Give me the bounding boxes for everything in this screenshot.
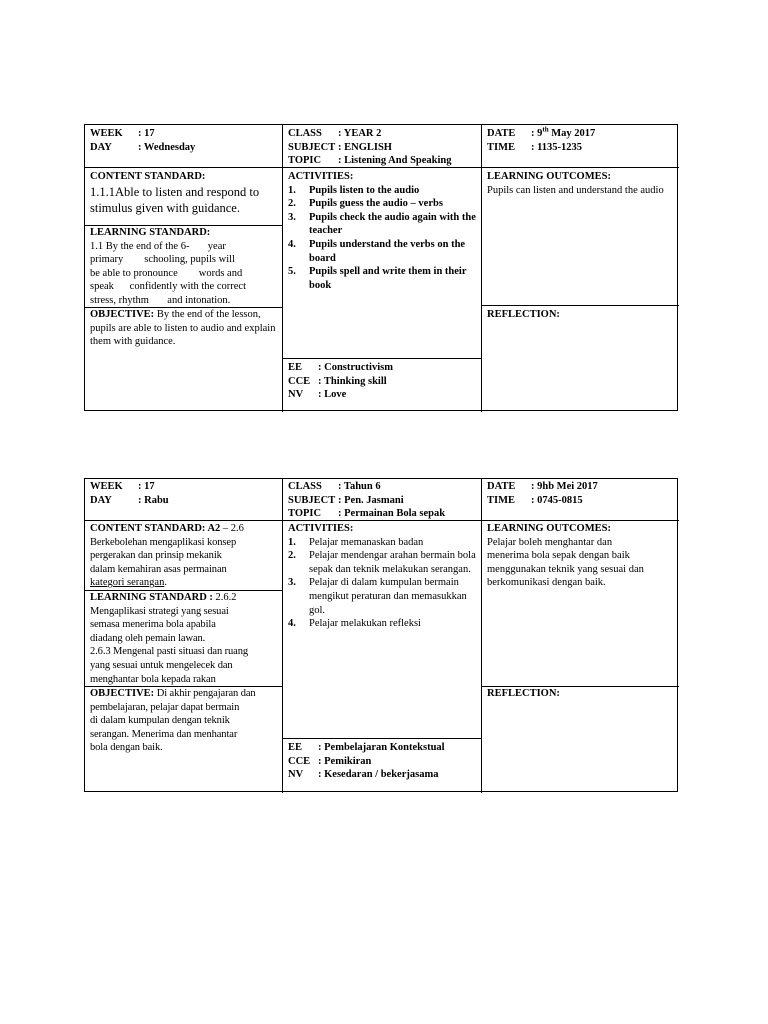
activity-item: 5. Pupils spell and write them in their book (288, 266, 467, 291)
learning-outcomes-line: Pelajar boleh menghantar dan (487, 536, 613, 548)
cce-key: CCE (288, 375, 311, 387)
learning-outcomes-line: berkomunikasi dengan baik. (487, 577, 606, 589)
content-standard-text: 1.1.1Able to listen and respond to stimulus given with guidance. (90, 184, 260, 216)
activities-label: ACTIVITIES: (288, 171, 354, 182)
learning-standard-cell (85, 590, 282, 686)
content-standard-line: dalam kemahiran asas permainan (90, 563, 227, 575)
nv-key: NV (288, 769, 304, 781)
date-key: DATE (487, 128, 516, 139)
activity-item: 4. Pelajar melakukan refleksi (288, 618, 421, 630)
time-value: : 0745-0815 (531, 494, 583, 506)
class-key: CLASS (288, 481, 322, 492)
activity-item: 1. Pelajar memanaskan badan (288, 536, 424, 548)
learning-standard-line: menghantar bola kepada rakan (90, 673, 216, 685)
objective-line: Di akhir pengajaran dan (154, 688, 256, 699)
week-value: : 17 (138, 481, 155, 492)
values-cell (282, 738, 481, 793)
topic-value: : Permainan Bola sepak (338, 508, 446, 520)
subject-key: SUBJECT (288, 494, 336, 506)
week-key: WEEK (90, 481, 123, 492)
learning-standard-line: be able to pronounce words and (90, 267, 243, 279)
learning-standard-cell (85, 225, 282, 307)
reflection-label: REFLECTION: (487, 309, 560, 320)
learning-standard-line: 2.6.3 Mengenal pasti situasi dan ruang (90, 646, 249, 658)
content-standard-cell (85, 167, 282, 225)
reflection-label: REFLECTION: (487, 688, 560, 699)
objective-cell (85, 307, 282, 412)
date-value: : 9hb Mei 2017 (531, 481, 598, 492)
ee-value: : Pembelajaran Kontekstual (318, 742, 445, 753)
cce-key: CCE (288, 755, 311, 767)
content-standard-line: kategori serangan (90, 577, 165, 589)
content-standard-label: CONTENT STANDARD: A2 (90, 523, 221, 534)
ee-key: EE (288, 362, 303, 373)
learning-standard-line: speak confidently with the correct (90, 281, 246, 293)
activity-item: 3. Pelajar di dalam kumpulan bermain mengikut peraturan dan memasukkan gol. (288, 577, 467, 616)
header-week-day (85, 479, 282, 520)
objective-label: OBJECTIVE: (90, 309, 155, 320)
content-standard-label: CONTENT STANDARD: (90, 171, 206, 182)
learning-outcomes-label: LEARNING OUTCOMES: (487, 523, 611, 534)
day-key: DAY (90, 494, 112, 506)
date-key: DATE (487, 481, 516, 492)
objective-line: di dalam kumpulan dengan teknik (90, 715, 230, 727)
objective-cell (85, 686, 282, 793)
learning-standard-line: stress, rhythm and intonation. (90, 294, 231, 306)
activities-cell (282, 167, 481, 358)
day-value: : Wednesday (138, 141, 196, 153)
header-date-time (481, 479, 679, 520)
activity-item: 4. Pupils understand the verbs on the board (288, 238, 466, 264)
ee-key: EE (288, 742, 303, 753)
date-value: : 9th May 2017 (531, 125, 596, 139)
objective-label: OBJECTIVE: (90, 688, 155, 699)
topic-key: TOPIC (288, 155, 322, 167)
header-week-day (85, 125, 282, 167)
time-key: TIME (487, 494, 516, 506)
learning-outcomes-text: Pupils can listen and understand the audio (487, 184, 664, 196)
nv-value: : Love (318, 389, 347, 401)
class-value: : YEAR 2 (338, 128, 382, 139)
objective-line: bola dengan baik. (90, 742, 163, 754)
learning-outcomes-line: menerima bola sepak dengan baik (487, 550, 630, 562)
time-key: TIME (487, 141, 516, 153)
ee-value: : Constructivism (318, 362, 393, 373)
content-standard-code: – 2.6 (220, 523, 244, 534)
learning-standard-line: primary schooling, pupils will (90, 254, 235, 266)
learning-outcomes-cell (481, 520, 679, 686)
class-key: CLASS (288, 128, 322, 139)
subject-key: SUBJECT (288, 141, 336, 153)
activity-item: 3. Pupils check the audio again with the teacher (288, 211, 476, 237)
header-class-subject (282, 125, 481, 167)
time-value: : 1135-1235 (531, 141, 583, 153)
activity-item: 2. Pupils guess the audio – verbs (288, 198, 443, 210)
lesson-plan-2 (84, 478, 678, 792)
content-standard-cell: CONTENT STANDARD: A2 – 2.6 Berkebolehan mengaplikasi konsep pergerakan dan prinsip mekanik dalam kemahiran asas permainan kategori serangan. (85, 520, 282, 590)
learning-standard-label: LEARNING STANDARD : (90, 592, 213, 603)
activities-list (288, 536, 476, 631)
learning-outcomes-line: menggunakan teknik yang sesuai dan (487, 563, 644, 575)
learning-standard-line: diadang oleh pemain lawan. (90, 632, 206, 644)
learning-standard-label: LEARNING STANDARD: (90, 227, 211, 238)
learning-standard-code: 2.6.2 (212, 592, 237, 603)
content-standard-line: pergerakan dan prinsip mekanik (90, 550, 222, 562)
activity-item: 2. Pelajar mendengar arahan bermain bola sepak dan teknik melakukan serangan. (288, 550, 476, 575)
week-key: WEEK (90, 128, 123, 139)
values-cell (282, 358, 481, 412)
content-standard-line: Berkebolehan mengaplikasi konsep (90, 536, 237, 548)
activities-label: ACTIVITIES: (288, 523, 354, 534)
activity-item: 1. Pupils listen to the audio (288, 184, 420, 196)
topic-key: TOPIC (288, 508, 322, 520)
learning-outcomes-label: LEARNING OUTCOMES: (487, 171, 611, 182)
nv-key: NV (288, 389, 304, 401)
day-value: : Rabu (138, 494, 169, 506)
topic-value: : Listening And Speaking (338, 155, 452, 167)
header-class-subject (282, 479, 481, 520)
activities-list (288, 184, 476, 293)
class-value: : Tahun 6 (338, 481, 381, 492)
objective-text: By the end of the lesson, pupils are able to listen to audio and explain them with guidance. (90, 309, 276, 348)
week-value: : 17 (138, 128, 155, 139)
reflection-cell (481, 686, 679, 793)
header-date-time (481, 125, 679, 167)
learning-standard-line: 1.1 By the end of the 6- year (90, 240, 226, 252)
learning-standard-line: Mengaplikasi strategi yang sesuai (90, 605, 229, 617)
learning-standard-line: yang sesuai untuk mengelecek dan (90, 659, 233, 671)
objective-line: pembelajaran, pelajar dapat bermain (90, 701, 240, 713)
learning-outcomes-cell (481, 167, 679, 305)
day-key: DAY (90, 141, 112, 153)
nv-value: : Kesedaran / bekerjasama (318, 769, 439, 781)
lesson-plan-1 (84, 124, 678, 411)
reflection-cell (481, 305, 679, 412)
cce-value: : Thinking skill (318, 375, 387, 387)
objective-line: serangan. Menerima dan menhantar (90, 728, 238, 740)
activities-cell (282, 520, 481, 738)
learning-standard-line: semasa menerima bola apabila (90, 619, 216, 631)
subject-value: : Pen. Jasmani (338, 494, 404, 506)
subject-value: : ENGLISH (338, 141, 392, 153)
cce-value: : Pemikiran (318, 755, 372, 767)
